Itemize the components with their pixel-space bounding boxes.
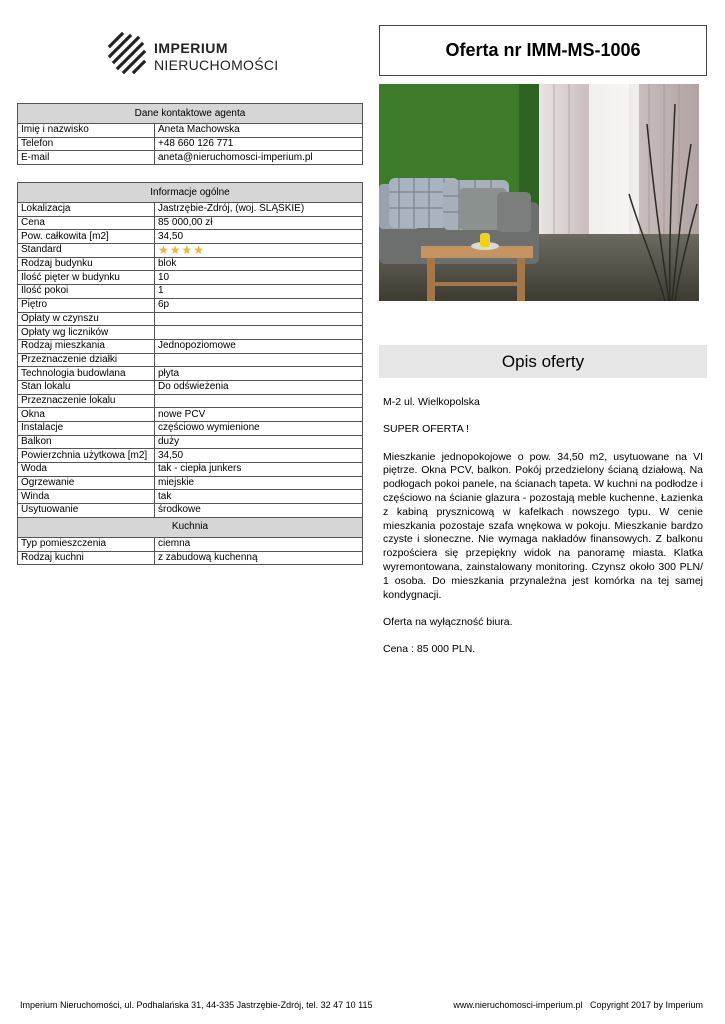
row-value-lokalizacja: Jastrzębie-Zdrój, (woj. ŚLĄSKIE) [155, 203, 363, 217]
row-label-rodzaj-budynku: Rodzaj budynku [18, 257, 155, 271]
description-body [383, 396, 703, 670]
row-value-cena: 85 000,00 zł [155, 216, 363, 230]
row-value-rodzaj-budynku: blok [155, 257, 363, 271]
table-row [18, 298, 363, 312]
table-row [18, 422, 363, 436]
row-label-ilosc-pokoi: Ilość pokoi [18, 285, 155, 299]
agent-table-header: Dane kontaktowe agenta [18, 104, 363, 124]
row-value-ogrzewanie: miejskie [155, 476, 363, 490]
row-label-typ-pomieszczenia: Typ pomieszczenia [18, 537, 155, 551]
row-value-okna: nowe PCV [155, 408, 363, 422]
row-value-e-mail: aneta@nieruchomosci-imperium.pl [155, 151, 363, 165]
property-photo [379, 84, 699, 301]
row-label-woda: Woda [18, 463, 155, 477]
description-header: Opis oferty [379, 345, 707, 378]
row-value-winda: tak [155, 490, 363, 504]
table-row [18, 244, 363, 258]
table-row [18, 394, 363, 408]
row-value-usytuowanie: środkowe [155, 504, 363, 518]
description-headline: SUPER OFERTA ! [383, 423, 469, 436]
row-value-przeznaczenie-dzialki [155, 353, 363, 367]
row-label-lokalizacja: Lokalizacja [18, 203, 155, 217]
table-row [18, 124, 363, 138]
row-label-pow-calkowita-m2: Pow. całkowita [m2] [18, 230, 155, 244]
row-value-standard [155, 244, 363, 258]
company-logo [108, 32, 278, 76]
star-icon: ★ [158, 243, 169, 258]
row-label-e-mail: E-mail [18, 151, 155, 165]
row-value-woda: tak - ciepła junkers [155, 463, 363, 477]
row-value-oplaty-w-czynszu [155, 312, 363, 326]
table-row [18, 271, 363, 285]
description-address: M-2 ul. Wielkopolska [383, 396, 480, 408]
row-label-okna: Okna [18, 408, 155, 422]
row-value-ilosc-pieter-w-budynku: 10 [155, 271, 363, 285]
row-value-rodzaj-kuchni: z zabudową kuchenną [155, 551, 363, 565]
row-value-powierzchnia-uzytkowa-m2: 34,50 [155, 449, 363, 463]
description-exclusive: Oferta na wyłączność biura. [383, 615, 513, 628]
row-value-balkon: duży [155, 435, 363, 449]
row-label-imie-i-nazwisko: Imię i nazwisko [18, 124, 155, 138]
footer-address: Imperium Nieruchomości, ul. Podhalańska 31, 44-335 Jastrzębie-Zdrój, tel. 32 47 10 115 [20, 1000, 373, 1010]
row-value-technologia-budowlana: płyta [155, 367, 363, 381]
room-photo-image [379, 84, 699, 301]
table-row [18, 137, 363, 151]
general-info-table [17, 182, 363, 565]
table-row [18, 151, 363, 165]
star-icon: ★ [193, 243, 205, 258]
row-label-balkon: Balkon [18, 435, 155, 449]
row-value-telefon: +48 660 126 771 [155, 137, 363, 151]
description-text: Mieszkanie jednopokojowe o pow. 34,50 m2, usytuowane na VI piętrze. Okna PCV, balkon. Pokój przedzielony ścianą działową. Na podłogach pokoi panele, na ścianach tapeta. W kuchni na podłodze i częściowo na ścianie glazura - pozostają meble kuchenne. Łazienka z kabiną prysznicową w kafelkach nowszego typu. W cenie mieszkania pozostaje szafa wnękowa w pokoju. Mieszkanie bardzo czyste i słoneczne. Nie wymaga nakładów finansowych. Z balkonu rozpościera się przepiękny widok na panoramę miasta. Klatka wyremontowana, zainstalowany monitoring. Czynsz około 300 PLN/ 1 osoba. Do mieszkania przynależna jest komórka na tej samej kondygnacji. [383, 450, 703, 601]
row-value-imie-i-nazwisko: Aneta Machowska [155, 124, 363, 138]
standard-rating [158, 244, 204, 256]
table-row [18, 326, 363, 340]
row-value-pow-calkowita-m2: 34,50 [155, 230, 363, 244]
table-row [18, 408, 363, 422]
table-row [18, 504, 363, 518]
star-icon: ★ [169, 243, 181, 258]
table-row [18, 285, 363, 299]
kitchen-table-header: Kuchnia [18, 517, 363, 537]
row-label-przeznaczenie-dzialki: Przeznaczenie działki [18, 353, 155, 367]
table-row [18, 216, 363, 230]
row-label-usytuowanie: Usytuowanie [18, 504, 155, 518]
row-label-instalacje: Instalacje [18, 422, 155, 436]
row-label-oplaty-w-czynszu: Opłaty w czynszu [18, 312, 155, 326]
table-row [18, 257, 363, 271]
row-label-powierzchnia-uzytkowa-m2: Powierzchnia użytkowa [m2] [18, 449, 155, 463]
row-value-instalacje: częściowo wymienione [155, 422, 363, 436]
row-label-oplaty-wg-licznikow: Opłaty wg liczników [18, 326, 155, 340]
agent-contact-table [17, 103, 363, 165]
logo-line-2: NIERUCHOMOŚCI [154, 57, 279, 73]
table-row [18, 476, 363, 490]
row-label-winda: Winda [18, 490, 155, 504]
star-icon: ★ [181, 243, 193, 258]
row-label-telefon: Telefon [18, 137, 155, 151]
row-value-rodzaj-mieszkania: Jednopoziomowe [155, 339, 363, 353]
row-value-pietro: 6p [155, 298, 363, 312]
table-row [18, 551, 363, 565]
row-value-przeznaczenie-lokalu [155, 394, 363, 408]
table-row [18, 463, 363, 477]
row-value-stan-lokalu: Do odświeżenia [155, 380, 363, 394]
general-table-header: Informacje ogólne [18, 183, 363, 203]
row-label-cena: Cena [18, 216, 155, 230]
row-value-typ-pomieszczenia: ciemna [155, 537, 363, 551]
row-label-ilosc-pieter-w-budynku: Ilość pięter w budynku [18, 271, 155, 285]
table-row [18, 353, 363, 367]
description-price: Cena : 85 000 PLN. [383, 643, 476, 656]
row-value-oplaty-wg-licznikow [155, 326, 363, 340]
row-label-technologia-budowlana: Technologia budowlana [18, 367, 155, 381]
table-row [18, 449, 363, 463]
table-row [18, 312, 363, 326]
row-label-rodzaj-mieszkania: Rodzaj mieszkania [18, 339, 155, 353]
row-label-rodzaj-kuchni: Rodzaj kuchni [18, 551, 155, 565]
row-label-standard: Standard [18, 244, 155, 258]
row-value-ilosc-pokoi: 1 [155, 285, 363, 299]
row-label-ogrzewanie: Ogrzewanie [18, 476, 155, 490]
table-row [18, 435, 363, 449]
row-label-pietro: Piętro [18, 298, 155, 312]
table-row [18, 380, 363, 394]
table-row [18, 230, 363, 244]
table-row [18, 339, 363, 353]
table-row [18, 203, 363, 217]
logo-mark-icon [108, 32, 148, 74]
row-label-przeznaczenie-lokalu: Przeznaczenie lokalu [18, 394, 155, 408]
row-label-stan-lokalu: Stan lokalu [18, 380, 155, 394]
footer-website: www.nieruchomosci-imperium.pl Copyright 2017 by Imperium [453, 1000, 703, 1010]
logo-line-1: IMPERIUM [154, 40, 228, 56]
table-row [18, 367, 363, 381]
offer-title: Oferta nr IMM-MS-1006 [379, 25, 707, 76]
table-row [18, 537, 363, 551]
table-row [18, 490, 363, 504]
